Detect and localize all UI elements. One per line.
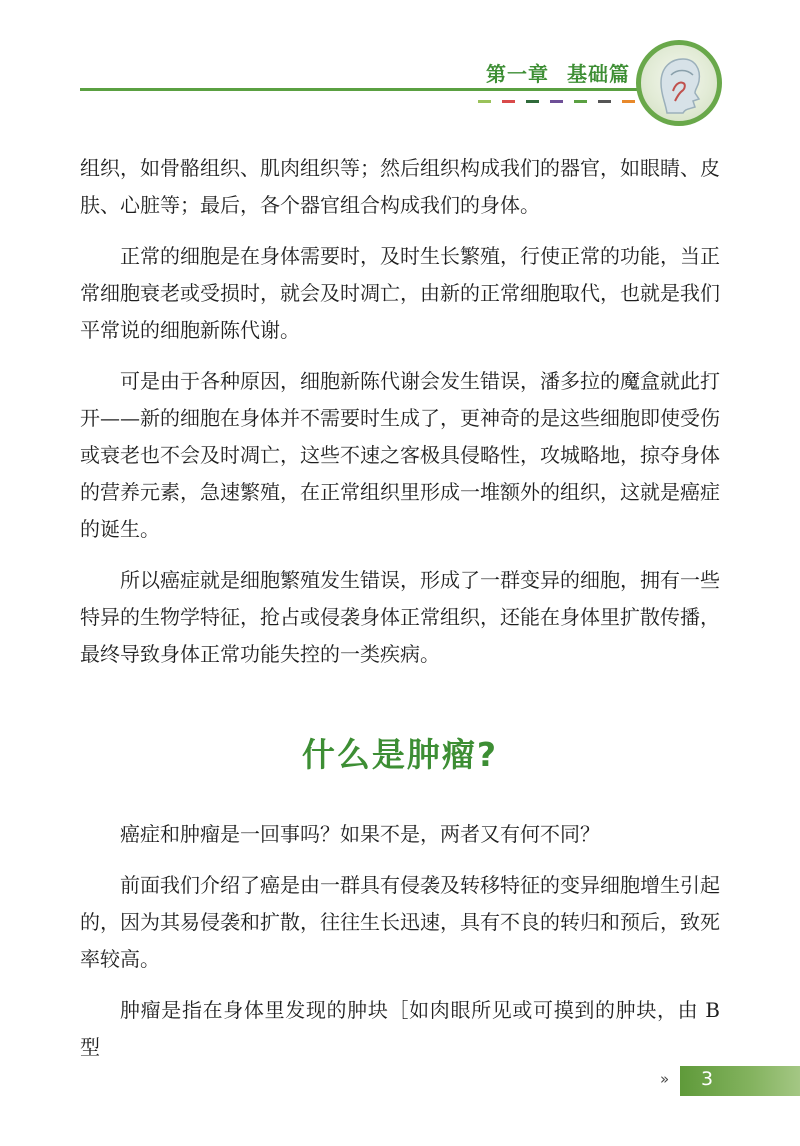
color-dash	[550, 100, 563, 103]
section-heading: 什么是肿瘤?	[301, 735, 499, 774]
chapter-emblem	[636, 40, 722, 126]
page-content	[80, 150, 720, 1080]
footer-bar	[680, 1066, 800, 1096]
body-paragraph: 所以癌症就是细胞繁殖发生错误，形成了一群变异的细胞，拥有一些特异的生物学特征，抢占或侵袭身体正常组织，还能在身体里扩散传播，最终导致身体正常功能失控的一类疾病。	[80, 568, 720, 666]
body-paragraph: 癌症和肿瘤是一回事吗？如果不是，两者又有何不同？	[120, 822, 600, 846]
body-paragraph: 组织，如骨骼组织、肌肉组织等；然后组织构成我们的器官，如眼睛、皮肤、心脏等；最后，各个器官组合构成我们的身体。	[80, 156, 720, 217]
color-dash-strip	[478, 100, 638, 104]
body-paragraph: 正常的细胞是在身体需要时，及时生长繁殖，行使正常的功能，当正常细胞衰老或受损时，就会及时凋亡，由新的正常细胞取代，也就是我们平常说的细胞新陈代谢。	[80, 244, 720, 342]
body-paragraph: 肿瘤是指在身体里发现的肿块［如肉眼所见或可摸到的肿块，由 B 型	[80, 998, 720, 1059]
paragraphs-top	[80, 150, 720, 673]
anatomy-head-icon	[649, 51, 709, 121]
color-dash	[502, 100, 515, 103]
color-dash	[526, 100, 539, 103]
footer-arrows: »	[660, 1070, 670, 1088]
body-paragraph: 前面我们介绍了癌是由一群具有侵袭及转移特征的变异细胞增生引起的，因为其易侵袭和扩散，往往生长迅速，具有不良的转归和预后，致死率较高。	[80, 873, 720, 971]
paragraphs-bottom	[80, 816, 720, 1066]
color-dash	[574, 100, 587, 103]
color-dash	[478, 100, 491, 103]
body-paragraph: 可是由于各种原因，细胞新陈代谢会发生错误，潘多拉的魔盒就此打开——新的细胞在身体并不需要时生成了，更神奇的是这些细胞即使受伤或衰老也不会及时凋亡，这些不速之客极具侵略性，攻城略地，掠夺身体的营养元素，急速繁殖，在正常组织里形成一堆额外的组织，这就是癌症的诞生。	[80, 369, 720, 541]
section-label: 基础篇	[567, 62, 630, 86]
chapter-label: 第一章	[486, 62, 549, 86]
color-dash	[622, 100, 635, 103]
color-dash	[598, 100, 611, 103]
header-rule	[80, 88, 650, 91]
chapter-title	[486, 58, 630, 87]
page-number: 3	[701, 1068, 714, 1090]
